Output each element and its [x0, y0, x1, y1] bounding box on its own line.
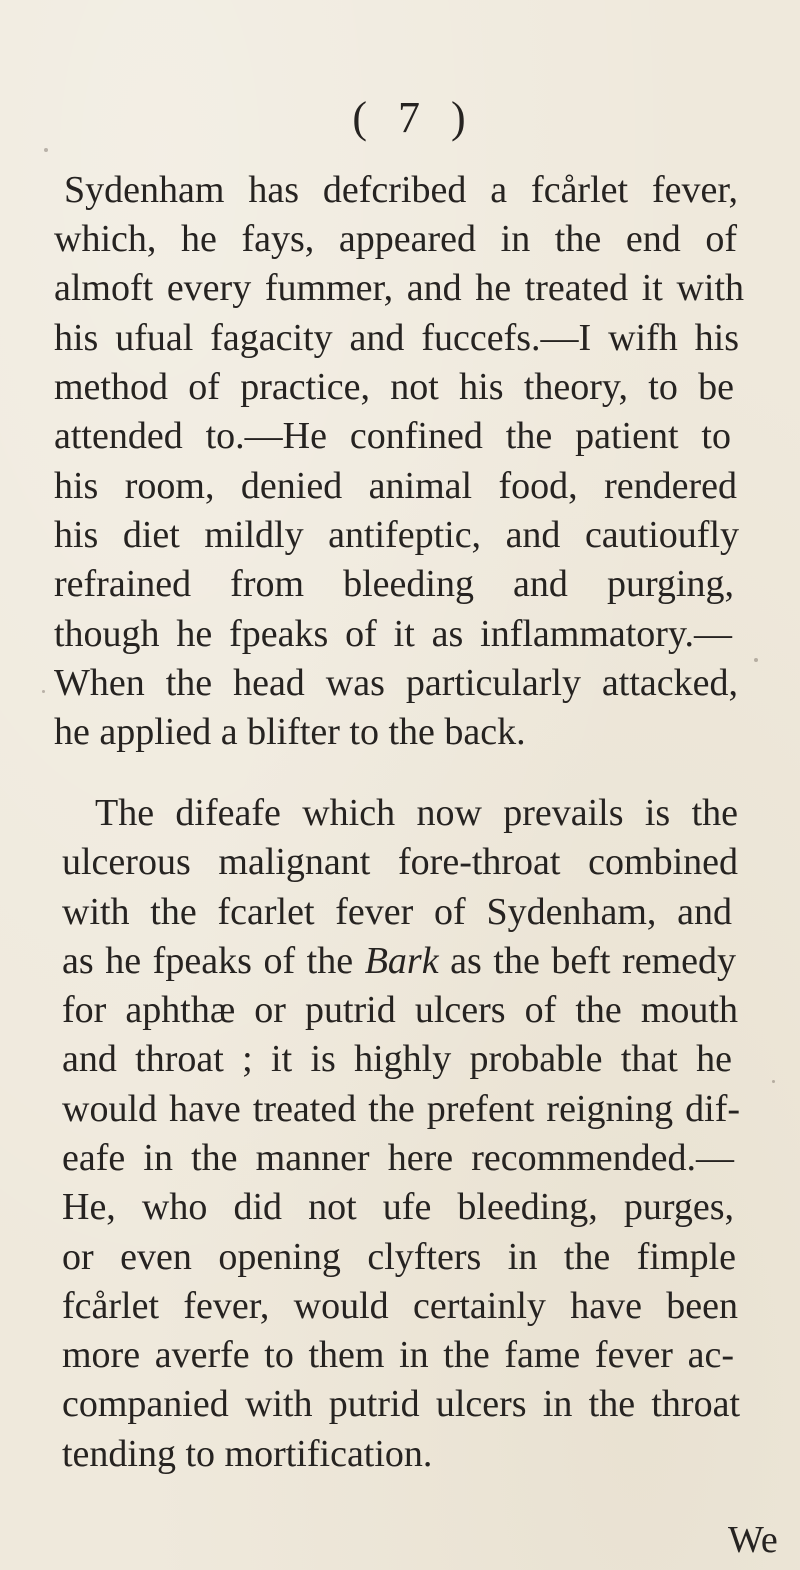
text-line: tending to mortification.	[62, 1433, 433, 1475]
text-line: When the head was particularly attacked,	[54, 662, 738, 704]
text-line: eafe in the manner here recommended.—	[62, 1137, 734, 1179]
text-line: companied with putrid ulcers in the throat	[62, 1383, 740, 1425]
paper-speck	[44, 148, 48, 152]
text-line: for aphthæ or putrid ulcers of the mouth	[62, 989, 738, 1031]
text-line: his ufual fagacity and fuccefs.—I wifh his	[54, 317, 739, 359]
text-line: or even opening clyfters in the fimple	[62, 1236, 736, 1278]
text-line: ulcerous malignant fore-throat combined	[62, 841, 738, 883]
text-line: with the fcarlet fever of Sydenham, and	[62, 891, 732, 933]
text-line: and throat ; it is highly probable that he	[62, 1038, 732, 1080]
text-line: attended to.—He confined the patient to	[54, 415, 731, 457]
text-line: though he fpeaks of it as inflammatory.—	[54, 613, 732, 655]
text-line: method of practice, not his theory, to be	[54, 366, 734, 408]
paper-speck	[754, 658, 758, 662]
page-number: ( 7 )	[352, 93, 476, 142]
paper-speck	[42, 690, 45, 693]
text-line: He, who did not ufe bleeding, purges,	[62, 1186, 734, 1228]
text-line: almoft every fummer, and he treated it with	[54, 267, 744, 309]
italic-word: Bark	[364, 940, 439, 982]
text-line: his diet mildly antifeptic, and cautioufly	[54, 514, 739, 556]
text-line: The difeafe which now prevails is the	[95, 792, 738, 834]
text-line: he applied a blifter to the back.	[54, 711, 526, 753]
catchword: We	[728, 1519, 778, 1561]
text-line: his room, denied animal food, rendered	[54, 465, 737, 507]
text-line: more averfe to them in the fame fever ac-	[62, 1334, 734, 1376]
text-line: as he fpeaks of the Bark as the beft remedy	[62, 940, 736, 982]
text-line: which, he fays, appeared in the end of	[54, 218, 737, 260]
text-line: refrained from bleeding and purging,	[54, 563, 734, 605]
paper-speck	[772, 1080, 775, 1083]
text-line: Sydenham has defcribed a fcårlet fever,	[64, 169, 738, 211]
text-line: would have treated the prefent reigning dif-	[62, 1088, 740, 1130]
text-line: fcårlet fever, would certainly have been	[62, 1285, 738, 1327]
